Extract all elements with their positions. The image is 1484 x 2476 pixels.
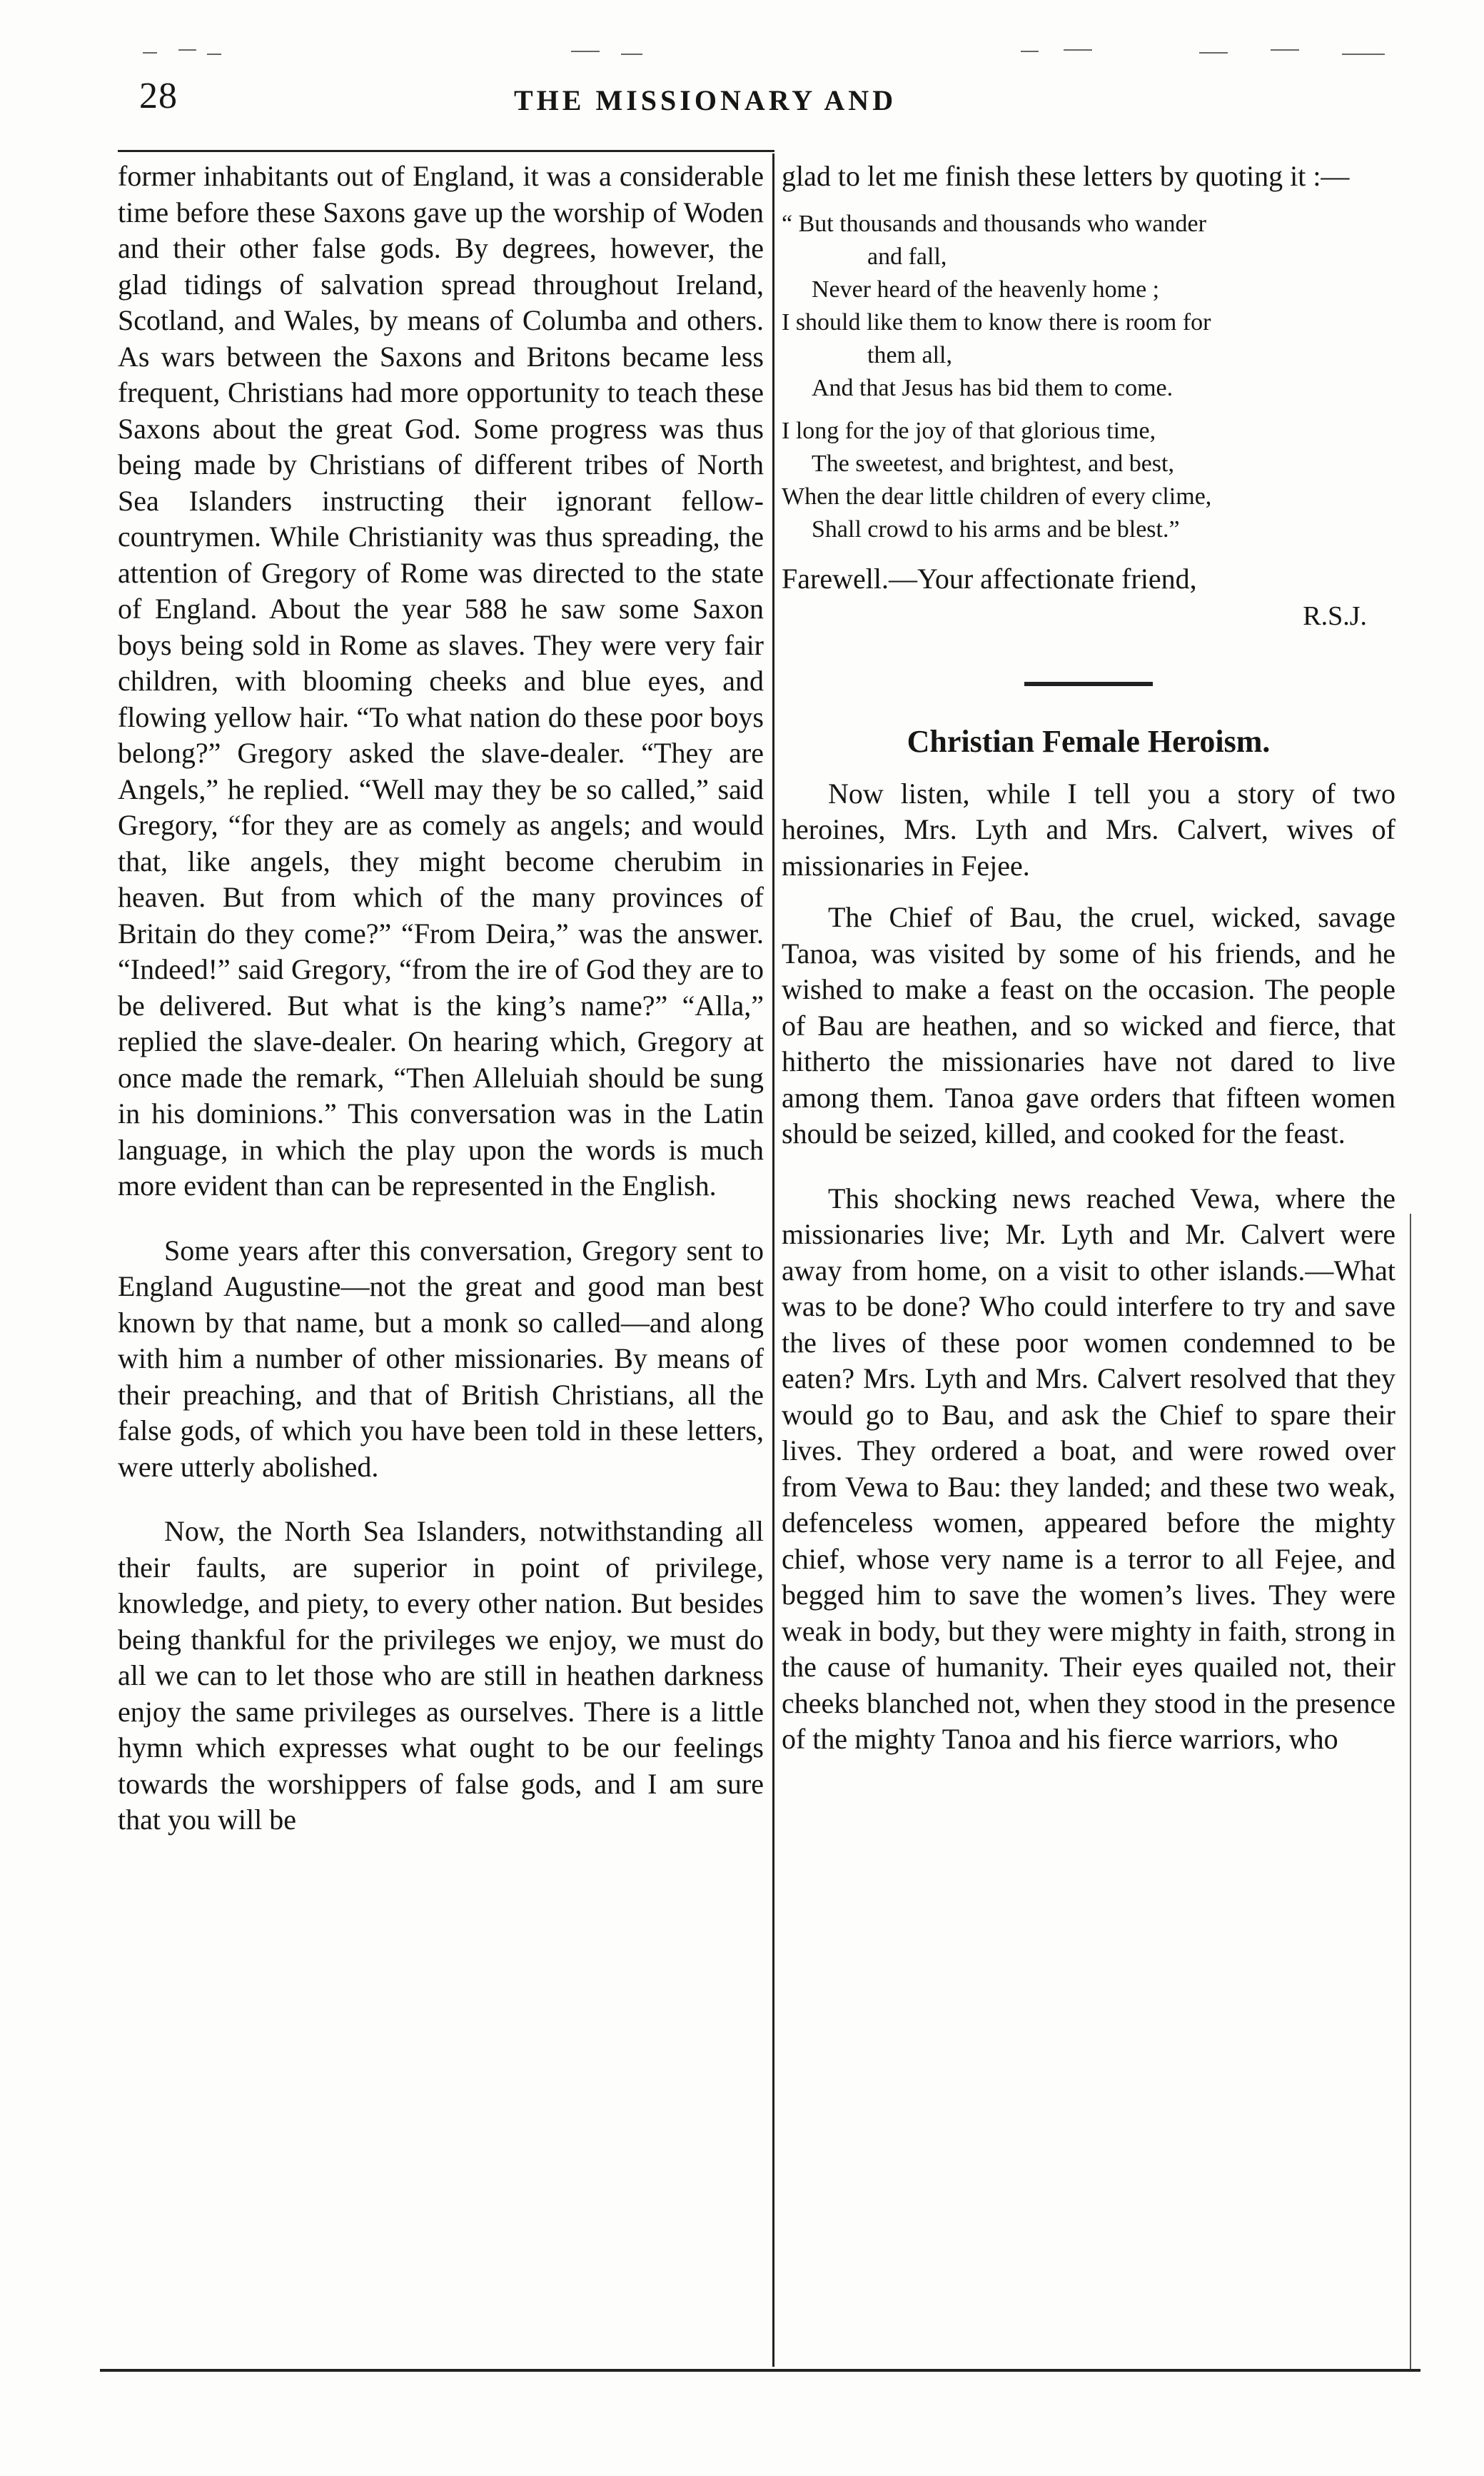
column-divider (772, 154, 774, 2367)
section-title: Christian Female Heroism. (907, 723, 1271, 759)
verse-line: The sweetest, and brightest, and best, (812, 450, 1174, 477)
verse-line: Never heard of the heavenly home ; (812, 276, 1160, 303)
right-edge-rule (1410, 1214, 1411, 2370)
farewell-line: Farewell.—Your affectionate friend, (782, 562, 1197, 595)
verse-line: I long for the joy of that glorious time, (782, 417, 1156, 444)
signature: R.S.J. (1303, 600, 1367, 631)
left-paragraph-3: Now, the North Sea Islanders, notwithstanding all their faults, are superior in point of privilege, knowledge, and piety, to every other nation. But besides being thankful for the privileges we enjoy, we must do all we can to let those who are still in heathen darkness enjoy the same privileges as ourselves. There is a little hymn which expresses what ought to be our feelings towards the worshippers of false gods, and I am sure that you will be (118, 1515, 764, 1836)
hymn-intro: glad to let me finish these letters by quoting it :— (782, 160, 1350, 192)
right-paragraph-1: Now listen, while I tell you a story of two heroines, Mrs. Lyth and Mrs. Calvert, wives of missionaries in Fejee. (782, 777, 1395, 882)
right-paragraph-3: This shocking news reached Vewa, where the missionaries live; Mr. Lyth and Mr. Calvert were away from home, on a visit to other islands.—What was to be done? Who could interfere to try and save the lives of these poor women condemned to be eaten? Mrs. Lyth and Mrs. Calvert resolved that they would go to Bau, and ask the Chief to spare their lives. They ordered a boat, and were rowed over from Vewa to Bau: they landed; and these two weak, defenceless women, appeared before the mighty chief, whose very name is a terror to all Fejee, and begged him to save the women’s lives. They were weak in body, but they were mighty in faith, strong in the cause of humanity. Their eyes quailed not, their cheeks blanched not, when they stood in the presence of the mighty Tanoa and his fierce warriors, who (782, 1182, 1395, 1755)
right-paragraph-2: The Chief of Bau, the cruel, wicked, savage Tanoa, was visited by some of his friends, and he wished to make a feast on the occasion. The people of Bau are heathen, and so wicked and fierce, that hitherto the missionaries have not dared to live among them. Tanoa gave orders that fifteen women should be seized, killed, and cooked for the feast. (782, 901, 1395, 1149)
verse-line: them all, (867, 341, 952, 368)
bottom-rule (100, 2369, 1420, 2372)
left-column (118, 158, 764, 1838)
running-title: THE MISSIONARY AND (514, 84, 897, 116)
left-paragraph-2: Some years after this conversation, Gregory sent to England Augustine—not the great and good man best known by that name, but a monk so called—and along with him a number of other missionaries. By means of their preaching, and that of British Christians, all the false gods, of which you have been told in these letters, were utterly abolished. (118, 1234, 764, 1483)
hymn-verse (782, 208, 1395, 546)
paragraph-gap (118, 1204, 764, 1233)
verse-line: and fall, (867, 243, 947, 270)
running-head (0, 75, 1484, 132)
section-divider (1024, 682, 1153, 686)
right-column (782, 158, 1395, 1758)
verse-line: “ But thousands and thousands who wander (782, 210, 1206, 237)
verse-line: I should like them to know there is room for (782, 308, 1211, 336)
left-paragraph-1: former inhabitants out of England, it was a considerable time before these Saxons gave up the worship of Woden and their other false gods. By degrees, however, the glad tidings of salvation spread throughout Ireland, Scotland, and Wales, by means of Columba and others. As wars between the Saxons and Britons became less frequent, Christians had more opportunity to teach these Saxons about the great God. Some progress was thus being made by Christians of different tribes of North Sea Islanders instructing their ignorant fellow-countrymen. While Christianity was thus spreading, the attention of Gregory of Rome was directed to the state of England. About the year 588 he saw some Saxon boys being sold in Rome as slaves. They were very fair children, with blooming cheeks and blue eyes, and flowing yellow hair. “To what nation do these poor boys belong?” Gregory asked the slave-dealer. “They are Angels,” he replied. “Well may they be so called,” said Gregory, “for they are as comely as angels; and would that, like angels, they might become cherubim in heaven. But from which of the many provinces of Britain do they come?” “From Deira,” was the answer. “Indeed!” said Gregory, “from the ire of God they are to be delivered. But what is the king’s name?” “Alla,” replied the slave-dealer. On hearing which, Gregory at once made the remark, “Then Alleluiah should be sung in his dominions.” This conversation was in the Latin language, in which the play upon the words is much more evident than can be represented in the English. (118, 160, 764, 1202)
verse-line: And that Jesus has bid them to come. (812, 374, 1173, 401)
paragraph-gap (118, 1485, 764, 1514)
top-rule (118, 150, 774, 152)
page-number: 28 (139, 76, 178, 116)
print-noise-marks (128, 37, 1413, 66)
verse-line: When the dear little children of every clime, (782, 483, 1212, 510)
verse-line: Shall crowd to his arms and be blest.” (812, 515, 1180, 543)
